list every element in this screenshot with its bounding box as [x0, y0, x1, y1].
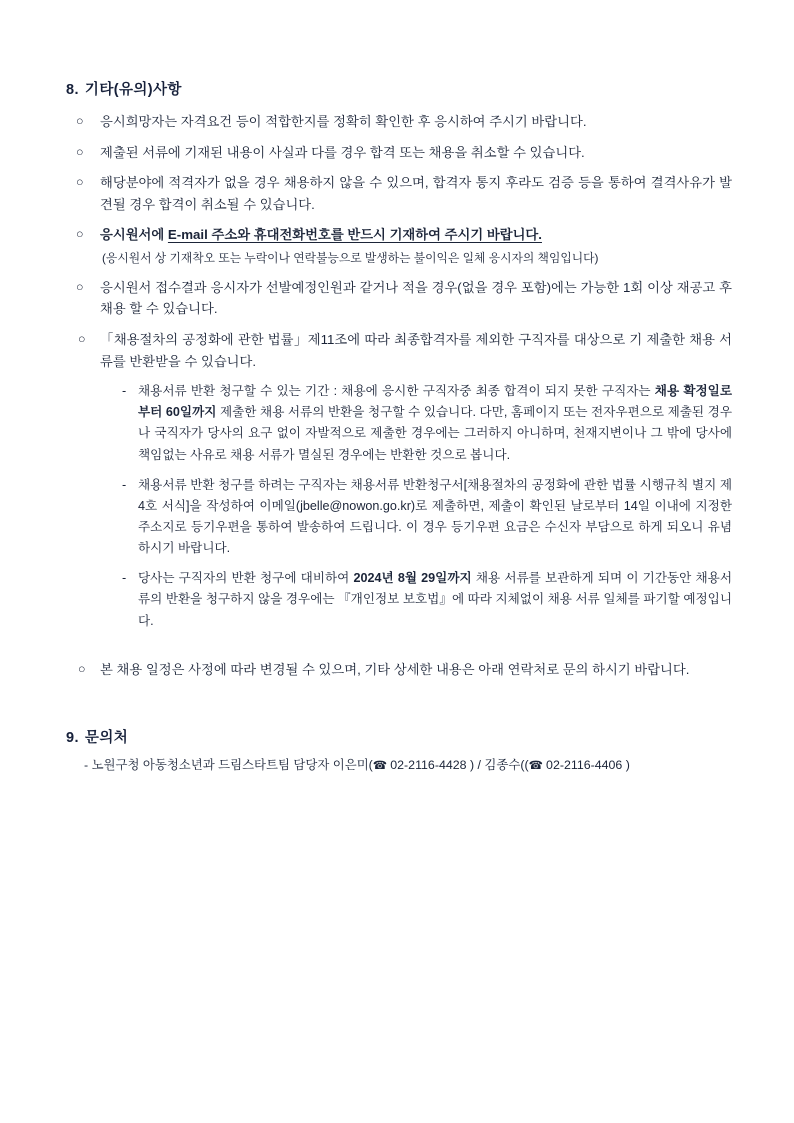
circle-bullet-icon: ○	[78, 661, 86, 676]
circle-bullet-icon: ○	[76, 227, 84, 242]
list-item-text: 「채용절차의 공정화에 관한 법률」제11조에 따라 최종합격자를 제외한 구직자를 대상으로 기 제출한 채용 서류를 반환받을 수 있습니다.	[100, 332, 732, 369]
sub-list-item-text-bold: 채용 확정일로부터 60일까지	[138, 384, 733, 420]
sub-list-item-text-part2: 제출한 채용 서류의 반환을 청구할 수 있습니다. 다만, 홈페이지 또는 전자우편으로 제출된 경우나 국직자가 당사의 요구 없이 자발적으로 제출한 경우에는 그러하지 아니하며, 천재지변이나 그 밖에 당사에 책임없는 사유로 채용 서류가 멸실된 경우에는 반환한 것으로 봅니다.	[138, 405, 732, 462]
section-8-heading	[66, 78, 732, 99]
sub-list-item-text-part2: 채용 서류를 보관하게 되며 이 기간동안 채용서류의 반환을 청구하지 않을 경우에는 『개인정보 보호법』에 따라 지체없이 채용 서류 일체를 파기할 예정입니다.	[138, 571, 732, 628]
sub-list-item	[122, 475, 732, 560]
list-item-text-prefix: 응시원서에	[100, 227, 168, 243]
contact-line	[84, 756, 732, 776]
list-item	[74, 142, 732, 164]
list-item-emphasis	[74, 224, 732, 246]
list-item-text: 해당분야에 적격자가 없을 경우 채용하지 않을 수 있으며, 합격자 통지 후라도 검증 등을 통하여 결격사유가 발견될 경우 합격이 취소될 수 있습니다.	[100, 175, 732, 212]
list-item-text: 응시희망자는 자격요건 등이 적합한지를 정확히 확인한 후 응시하여 주시기 바랍니다.	[100, 114, 587, 129]
circle-bullet-icon: ○	[76, 279, 84, 294]
list-item-text-underlined: E-mail 주소와 휴대전화번호를 반드시 기재하여 주시기 바랍니다.	[167, 227, 542, 243]
list-item	[74, 277, 732, 320]
circle-bullet-icon: ○	[76, 144, 84, 159]
dash-bullet-icon: -	[122, 477, 127, 492]
sub-list-item-text-part1: 채용서류 반환 청구할 수 있는 기간 : 채용에 응시한 구직자중 최종 합격이 되지 못한 구직자는	[138, 384, 655, 399]
sub-list-item-text-part1: 당사는 구직자의 반환 청구에 대비하여	[138, 571, 354, 586]
section-8-number: 8.	[66, 82, 79, 98]
dash-bullet-icon: -	[122, 384, 127, 399]
list-item-text: 응시원서 접수결과 응시자가 선발예정인원과 같거나 적을 경우(없을 경우 포함)에는 가능한 1회 이상 재공고 후 채용 할 수 있습니다.	[100, 279, 732, 317]
list-item	[74, 329, 732, 372]
sub-list-item	[122, 568, 732, 631]
list-item	[74, 111, 732, 133]
telephone-icon: ☎	[528, 760, 543, 773]
circle-bullet-icon: ○	[76, 175, 84, 190]
list-item-note: (응시원서 상 기재착오 또는 누락이나 연락불능으로 발생하는 불이익은 일체 응시자의 책임입니다)	[102, 250, 599, 265]
section-9-title: 문의처	[84, 730, 129, 747]
contact-phone-1: 02-2116-4428 ) / 김종수((	[386, 758, 529, 773]
list-item	[74, 659, 732, 681]
circle-bullet-icon: ○	[78, 332, 86, 346]
section-9-number: 9.	[66, 730, 79, 747]
section-8-title: 기타(유의)사항	[84, 82, 182, 98]
contact-phone-2: 02-2116-4406 )	[542, 758, 630, 773]
dash-bullet-icon: -	[122, 571, 127, 586]
list-item-text: 제출된 서류에 기재된 내용이 사실과 다를 경우 합격 또는 채용을 취소할 수 있습니다.	[100, 144, 585, 160]
sub-list-item	[122, 381, 732, 466]
contact-prefix: - 노원구청 아동청소년과 드림스타트팀 담당자 이은미(	[84, 758, 373, 773]
list-item-text: 본 채용 일정은 사정에 따라 변경될 수 있으며, 기타 상세한 내용은 아래 연락처로 문의 하시기 바랍니다.	[100, 661, 690, 677]
section-9-heading	[66, 726, 732, 747]
telephone-icon: ☎	[372, 760, 387, 773]
circle-bullet-icon: ○	[76, 114, 84, 128]
sub-list-item-text-part1: 채용서류 반환 청구를 하려는 구직자는 채용서류 반환청구서[채용절차의 공정화에 관한 법률 시행규칙 별지 제4호 서식]을 작성하여 이메일(jbelle@nowon.go.kr)로 제출하면, 제출이 확인된 날로부터 14일 이내에 지정한 주소지로 등기우편을 통하여 발송하여 드립니다. 이 경우 등기우편 요금은 수신자 부담으로 하게 되오니 유념하시기 바랍니다.	[138, 477, 732, 556]
list-item	[74, 172, 732, 215]
sub-list-item-text-bold: 2024년 8월 29일까지	[353, 571, 472, 586]
